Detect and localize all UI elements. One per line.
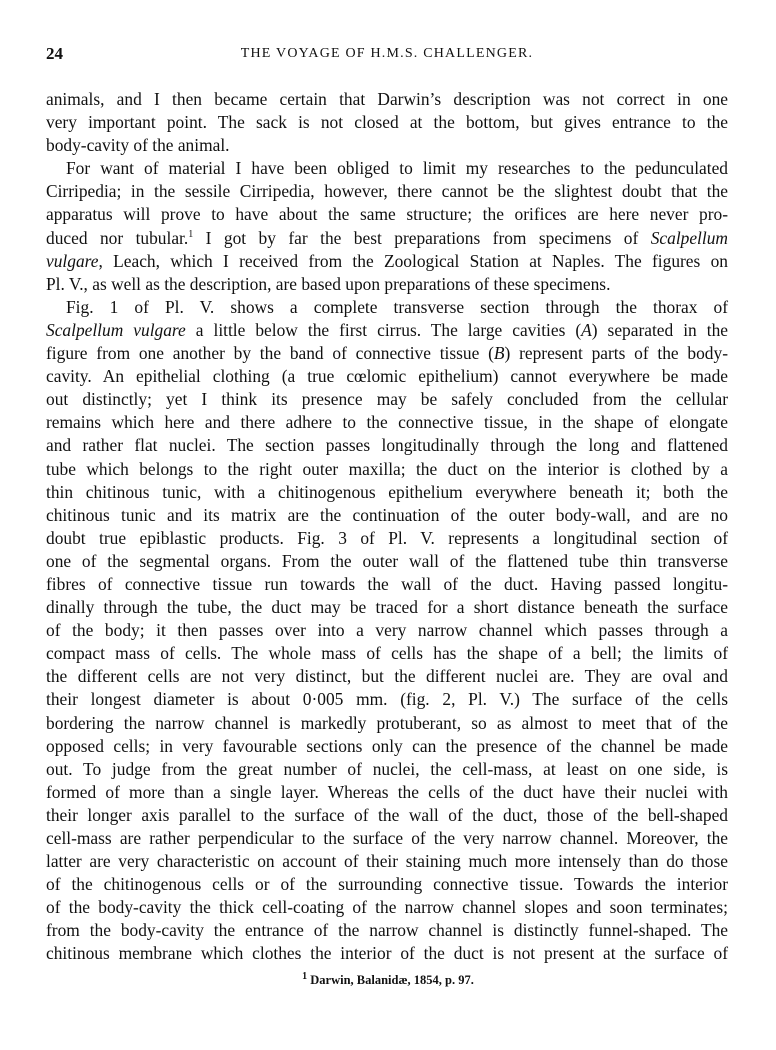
paragraph-start-line: For want of material I have been obliged to limit my researches to the pedunculated bbox=[66, 158, 728, 179]
text-line: doubt true epiblastic products. Fig. 3 of Pl. V. represents a longitudinal section of bbox=[46, 527, 728, 548]
text-line: Scalpellum vulgare a little below the first cirrus. The large cavities (A) separated in the bbox=[46, 319, 728, 340]
text-line: figure from one another by the band of connective tissue (B) represent parts of the body- bbox=[46, 343, 728, 364]
text-line: apparatus will prove to have about the same structure; the orifices are here never pro- bbox=[46, 204, 728, 225]
text-line: bordering the narrow channel is markedly protuberant, so as almost to meet that of the bbox=[46, 712, 728, 733]
footnote bbox=[0, 970, 776, 988]
page-number: 24 bbox=[46, 44, 63, 63]
running-head: THE VOYAGE OF H.M.S. CHALLENGER. bbox=[240, 46, 534, 61]
footnote-number: 1 bbox=[302, 970, 308, 982]
text-line: their longest diameter is about 0·005 mm. (fig. 2, Pl. V.) The surface of the cells bbox=[46, 689, 728, 710]
text-line: their longer axis parallel to the surface of the wall of the duct, those of the bell-shaped bbox=[46, 804, 728, 825]
text-line: cavity. An epithelial clothing (a true cœlomic epithelium) cannot everywhere be made bbox=[46, 366, 728, 387]
text-line: latter are very characteristic on account of their staining much more intensely than do those bbox=[46, 851, 728, 872]
text-line: cell-mass are rather perpendicular to the surface of the very narrow channel. Moreover, the bbox=[46, 828, 728, 848]
text-line: thin chitinous tunic, with a chitinogenous epithelium everywhere beneath it; both the bbox=[46, 481, 728, 502]
footnote-marker: 1 bbox=[188, 228, 194, 240]
text-line: compact mass of cells. The whole mass of cells has the shape of a bell; the limits of bbox=[46, 643, 728, 664]
text-line: tube which belongs to the right outer maxilla; the duct on the interior is clothed by a bbox=[46, 458, 728, 479]
text-line: of the body-cavity the thick cell-coating of the narrow channel slopes and soon terminates; bbox=[46, 897, 728, 918]
text-line: of the chitinogenous cells or of the surrounding connective tissue. Towards the interior bbox=[46, 874, 728, 895]
text-line: dinally through the tube, the duct may be traced for a short distance beneath the surface bbox=[46, 597, 728, 618]
text-line: animals, and I then became certain that Darwin’s description was not correct in one bbox=[46, 89, 728, 109]
paragraph-start-line: Fig. 1 of Pl. V. shows a complete transverse section through the thorax of bbox=[66, 296, 728, 317]
footnote-text: Darwin, Balanidæ, 1854, p. 97. bbox=[310, 973, 474, 987]
text-line: chitinous membrane which clothes the interior of the duct is not present at the surface of bbox=[46, 943, 728, 964]
text-line: of the body; it then passes over into a very narrow channel which passes through a bbox=[46, 620, 728, 641]
text-line: chitinous tunic and its matrix are the continuation of the outer body-wall, and are no bbox=[46, 504, 728, 525]
text-line: the different cells are not very distinct, but the different nuclei are. They are oval and bbox=[46, 666, 728, 687]
text-line: fibres of connective tissue run towards the wall of the duct. Having passed longitu- bbox=[46, 573, 728, 594]
text-line: Pl. V., as well as the description, are based upon preparations of these specimens. bbox=[46, 273, 611, 294]
text-line: one of the segmental organs. From the outer wall of the flattened tube thin transverse bbox=[46, 550, 728, 571]
text-line: out. To judge from the great number of nuclei, the cell-mass, at least on one side, is bbox=[46, 758, 728, 779]
page-header bbox=[46, 44, 728, 68]
text-line: duced nor tubular.$^1$ I got by far the best preparations from specimens of Scalpellum bbox=[46, 227, 728, 248]
text-line: remains which here and there adhere to the connective tissue, in the shape of elongate bbox=[46, 412, 728, 433]
text-line: Cirripedia; in the sessile Cirripedia, however, there cannot be the slightest doubt that the bbox=[46, 181, 728, 202]
text-line: body-cavity of the animal. bbox=[46, 135, 230, 156]
text-line: from the body-cavity the entrance of the narrow channel is distinctly funnel-shaped. The bbox=[46, 920, 728, 941]
text-line: out distinctly; yet I think its presence may be safely concluded from the cellular bbox=[46, 389, 728, 410]
text-line: very important point. The sack is not closed at the bottom, but gives entrance to the bbox=[46, 112, 728, 133]
body-text bbox=[46, 88, 728, 966]
text-line: opposed cells; in very favourable sections only can the presence of the channel be made bbox=[46, 735, 728, 756]
text-line: and rather flat nuclei. The section passes longitudinally through the long and flattened bbox=[46, 435, 728, 456]
text-line: formed of more than a single layer. Whereas the cells of the duct have their nuclei with bbox=[46, 781, 728, 802]
text-line: vulgare, Leach, which I received from the Zoological Station at Naples. The figures on bbox=[46, 250, 728, 271]
